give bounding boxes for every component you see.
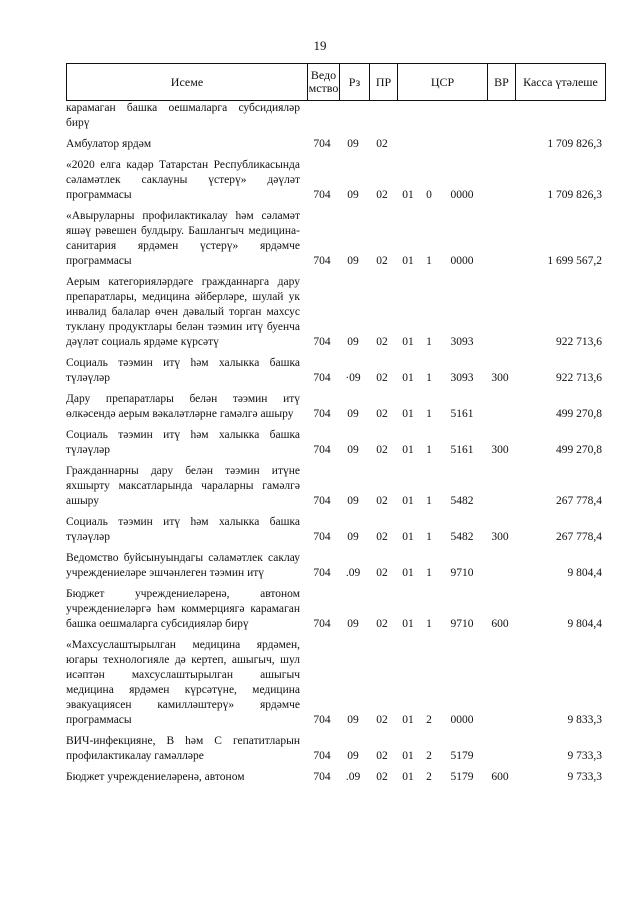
cell-ved: 704 [313, 255, 331, 267]
cell-s1: 01 [402, 750, 414, 762]
cell-kassa: 1 709 826,3 [547, 138, 602, 150]
cell-s1: 01 [402, 495, 414, 507]
table-row [66, 356, 606, 386]
table-row [66, 209, 606, 269]
cell-rz: 09 [347, 531, 359, 543]
cell-s2: 1 [426, 372, 432, 384]
cell-s3: 0000 [450, 189, 474, 201]
cell-pr: 02 [376, 336, 388, 348]
cell-kassa: 267 778,4 [556, 495, 602, 507]
cell-rz: 09 [347, 336, 359, 348]
cell-rz: 09 [347, 618, 359, 630]
cell-name: карамаган башка оешмаларга субсидияләр бирү [66, 102, 300, 129]
cell-name: Социаль тәэмин итү һәм халыкка башка түләүләр [66, 357, 300, 384]
cell-kassa: 9 804,4 [567, 618, 602, 630]
cell-ved: 704 [313, 408, 331, 420]
header-rz: Рз [339, 64, 369, 100]
table-row [66, 158, 606, 203]
cell-pr: 02 [376, 567, 388, 579]
cell-name: Социаль тәэмин итү һәм халыкка башка түләүләр [66, 429, 300, 456]
cell-ved: 704 [313, 531, 331, 543]
cell-s3: 0000 [450, 714, 474, 726]
table-row [66, 428, 606, 458]
cell-s2: 1 [426, 408, 432, 420]
cell-s1: 01 [402, 408, 414, 420]
cell-kassa: 499 270,8 [556, 408, 602, 420]
cell-vr: 600 [491, 771, 509, 783]
cell-s2: 1 [426, 531, 432, 543]
header-vr: ВР [487, 64, 515, 100]
header-ved-line1: Ведо [310, 68, 337, 82]
cell-ved: 704 [313, 444, 331, 456]
cell-name: Дару препаратлары белән тәэмин итү өлкәсендә аерым вәкаләтләрне гамәлгә ашыру [66, 393, 300, 420]
table-row [66, 464, 606, 509]
cell-name: «2020 елга кадәр Татарстан Республикасында сәламәтлек саклауны үстерү» дәүләт программасы [66, 159, 300, 201]
cell-pr: 02 [376, 531, 388, 543]
cell-kassa: 499 270,8 [556, 444, 602, 456]
table-row [66, 770, 606, 785]
cell-ved: 704 [313, 336, 331, 348]
cell-pr: 02 [376, 444, 388, 456]
cell-ved: 704 [313, 750, 331, 762]
table-row [66, 551, 606, 581]
table-row [66, 137, 606, 152]
cell-s2: 2 [426, 750, 432, 762]
cell-rz: 09 [347, 255, 359, 267]
cell-rz: .09 [345, 567, 361, 579]
page-number: 19 [313, 38, 327, 53]
cell-rz: 09 [347, 189, 359, 201]
cell-s1: 01 [402, 444, 414, 456]
cell-pr: 02 [376, 408, 388, 420]
cell-s2: 1 [426, 336, 432, 348]
cell-kassa: 267 778,4 [556, 531, 602, 543]
cell-vr: 600 [491, 618, 509, 630]
cell-kassa: 9 804,4 [567, 567, 602, 579]
cell-pr: 02 [376, 255, 388, 267]
cell-s2: 1 [426, 495, 432, 507]
cell-kassa: 922 713,6 [556, 372, 602, 384]
table-row [66, 638, 606, 728]
cell-vr: 300 [491, 372, 509, 384]
header-pr: ПР [369, 64, 397, 100]
cell-s2: 1 [426, 618, 432, 630]
cell-kassa: 9 733,3 [567, 750, 602, 762]
table-row [66, 587, 606, 632]
cell-s1: 01 [402, 189, 414, 201]
cell-s1: 01 [402, 336, 414, 348]
cell-ved: 704 [313, 771, 331, 783]
table-row [66, 275, 606, 350]
cell-s3: 3093 [450, 336, 474, 348]
cell-s2: 2 [426, 714, 432, 726]
cell-s1: 01 [402, 255, 414, 267]
cell-s2: 1 [426, 444, 432, 456]
cell-s1: 01 [402, 531, 414, 543]
cell-s3: 5482 [450, 531, 474, 543]
cell-name: Аерым категорияләрдәге гражданнарга дару препаратлары, медицина әйберләре, шулай ук инвалид балалар өчен дәвалый торган махсус туклану продуктлары белән тәэмин итү буенча дәүләт социаль ярдәме күрсәтү [66, 276, 300, 348]
table-row [66, 515, 606, 545]
cell-pr: 02 [376, 714, 388, 726]
cell-s3: 5161 [450, 408, 474, 420]
cell-s1: 01 [402, 714, 414, 726]
cell-ved: 704 [313, 495, 331, 507]
header-name: Исеме [170, 74, 204, 89]
cell-name: Социаль тәэмин итү һәм халыкка башка түләүләр [66, 516, 300, 543]
cell-ved: 704 [313, 618, 331, 630]
cell-kassa: 1 709 826,3 [547, 189, 602, 201]
cell-s2: 1 [426, 255, 432, 267]
table-body [66, 101, 606, 785]
cell-s3: 3093 [450, 372, 474, 384]
cell-ved: 704 [313, 567, 331, 579]
cell-pr: 02 [376, 750, 388, 762]
cell-vr: 300 [491, 531, 509, 543]
cell-s2: 0 [426, 189, 432, 201]
cell-s3: 0000 [450, 255, 474, 267]
header-kassa: Касса үтәлеше [515, 64, 605, 100]
cell-s3: 5179 [450, 750, 474, 762]
table-row [66, 734, 606, 764]
cell-name: Бюджет учреждениеләренә, автоном [66, 771, 245, 783]
cell-name: Бюджет учреждениеләренә, автоном учреждениеләргә һәм коммерциягә карамаган башка оешмаларга субсидияләр бирү [66, 588, 300, 630]
cell-rz: 09 [347, 408, 359, 420]
cell-kassa: 1 699 567,2 [547, 255, 602, 267]
cell-rz: 09 [347, 138, 359, 150]
cell-name: Гражданнарны дару белән тәэмин итүне яхшырту максатларында чараларны гамәлгә ашыру [66, 465, 300, 507]
cell-s3: 9710 [450, 567, 474, 579]
cell-name: Амбулатор ярдәм [66, 138, 152, 150]
cell-rz: 09 [347, 714, 359, 726]
cell-s2: 1 [426, 567, 432, 579]
cell-rz: 09 [347, 750, 359, 762]
cell-pr: 02 [376, 138, 388, 150]
cell-s3: 5161 [450, 444, 474, 456]
cell-pr: 02 [376, 495, 388, 507]
cell-pr: 02 [376, 771, 388, 783]
header-ved [307, 64, 339, 100]
cell-rz: 09 [347, 444, 359, 456]
cell-pr: 02 [376, 372, 388, 384]
cell-pr: 02 [376, 618, 388, 630]
cell-s1: 01 [402, 372, 414, 384]
cell-pr: 02 [376, 189, 388, 201]
cell-s3: 5179 [450, 771, 474, 783]
cell-rz: .09 [345, 771, 361, 783]
table-row [66, 101, 606, 131]
cell-kassa: 9 733,3 [567, 771, 602, 783]
cell-ved: 704 [313, 138, 331, 150]
cell-name: «Авыруларны профилактикалау һәм сәламәт яшәү рәвешен булдыру. Башлангыч медицина-санитария ярдәмен үстерү» ярдәмче программасы [66, 210, 300, 267]
header-csr: ЦСР [397, 64, 487, 100]
table-row [66, 392, 606, 422]
cell-name: Ведомство буйсынуындагы сәламәтлек саклау учреждениеләре эшчәнлеген тәэмин итү [66, 552, 300, 579]
budget-table [66, 63, 606, 791]
cell-s2: 2 [426, 771, 432, 783]
header-ved-line2: мство [308, 81, 339, 95]
cell-kassa: 9 833,3 [567, 714, 602, 726]
cell-ved: 704 [313, 189, 331, 201]
cell-rz: 09 [347, 495, 359, 507]
cell-kassa: 922 713,6 [556, 336, 602, 348]
cell-s1: 01 [402, 567, 414, 579]
cell-name: ВИЧ-инфекцияне, В һәм С гепатитларын профилактикалау гамәлләре [66, 735, 300, 762]
table-header [66, 63, 606, 101]
cell-s3: 9710 [450, 618, 474, 630]
cell-name: «Махсуслаштырылган медицина ярдәмен, югары технологияле дә кертеп, ашыгыч, шул исәптән махсуслаштырылган ашыгыч медицина ярдәмен күрсәтүне, медицина эвакуациясен камилләштерү» ярдәмче программасы [66, 639, 300, 726]
cell-rz: ·09 [345, 372, 361, 384]
cell-vr: 300 [491, 444, 509, 456]
cell-s1: 01 [402, 771, 414, 783]
cell-s3: 5482 [450, 495, 474, 507]
cell-s1: 01 [402, 618, 414, 630]
cell-ved: 704 [313, 714, 331, 726]
cell-ved: 704 [313, 372, 331, 384]
